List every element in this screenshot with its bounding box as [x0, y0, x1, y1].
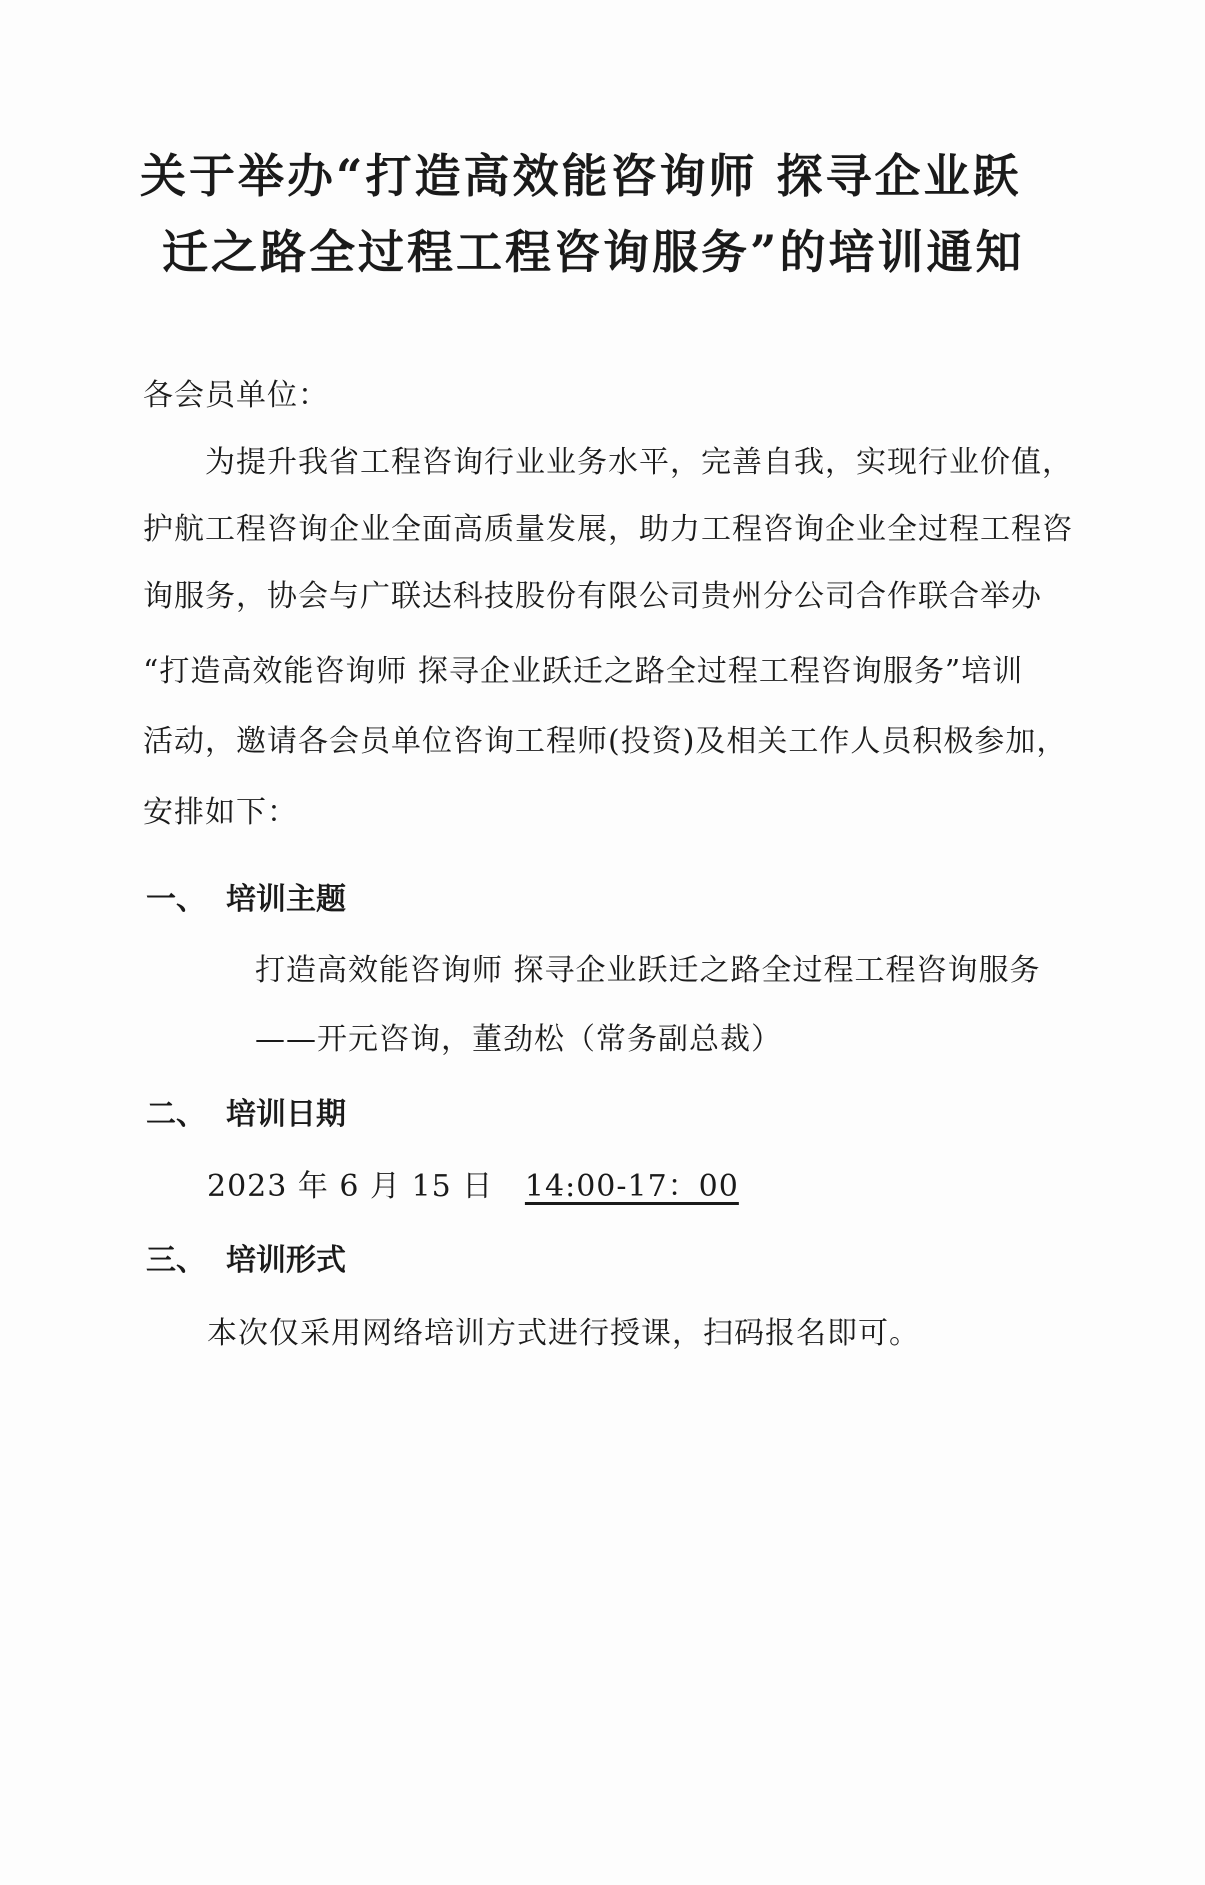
section-number: 二、 — [146, 1097, 206, 1132]
salutation: 各会员单位： — [143, 378, 329, 413]
intro-line-3: 询服务，协会与广联达科技股份有限公司贵州分公司合作联合举办 — [143, 579, 1042, 614]
section-number: 一、 — [146, 882, 206, 917]
intro-line-4: “打造高效能咨询师 探寻企业跃迁之路全过程工程咨询服务”培训 — [143, 654, 1024, 689]
section-title: 培训形式 — [226, 1243, 346, 1278]
intro-line-5: 活动，邀请各会员单位咨询工程师(投资)及相关工作人员积极参加， — [143, 724, 1068, 759]
training-time: 14:00-17：00 — [524, 1169, 739, 1204]
training-date-line — [207, 1167, 739, 1207]
training-date: 2023 年 6 月 15 日 — [207, 1169, 494, 1204]
section-number: 三、 — [146, 1243, 206, 1278]
intro-line-6: 安排如下： — [143, 795, 298, 830]
intro-line-2: 护航工程咨询企业全面高质量发展，助力工程咨询企业全过程工程咨 — [143, 512, 1073, 547]
section-heading-2 — [146, 1095, 346, 1135]
document-title-line-2: 迁之路全过程工程咨询服务”的培训通知 — [162, 225, 1025, 279]
section-heading-3 — [146, 1241, 346, 1281]
training-topic: 打造高效能咨询师 探寻企业跃迁之路全过程工程咨询服务 — [255, 953, 1041, 988]
section-heading-1 — [146, 880, 346, 920]
intro-line-1: 为提升我省工程咨询行业业务水平，完善自我，实现行业价值， — [205, 445, 1073, 480]
training-format: 本次仅采用网络培训方式进行授课，扫码报名即可。 — [207, 1316, 920, 1351]
training-speaker: ——开元咨询，董劲松（常务副总裁） — [255, 1022, 782, 1057]
section-title: 培训日期 — [226, 1097, 346, 1132]
document-title-line-1: 关于举办“打造高效能咨询师 探寻企业跃 — [140, 149, 1022, 203]
section-title: 培训主题 — [226, 882, 346, 917]
